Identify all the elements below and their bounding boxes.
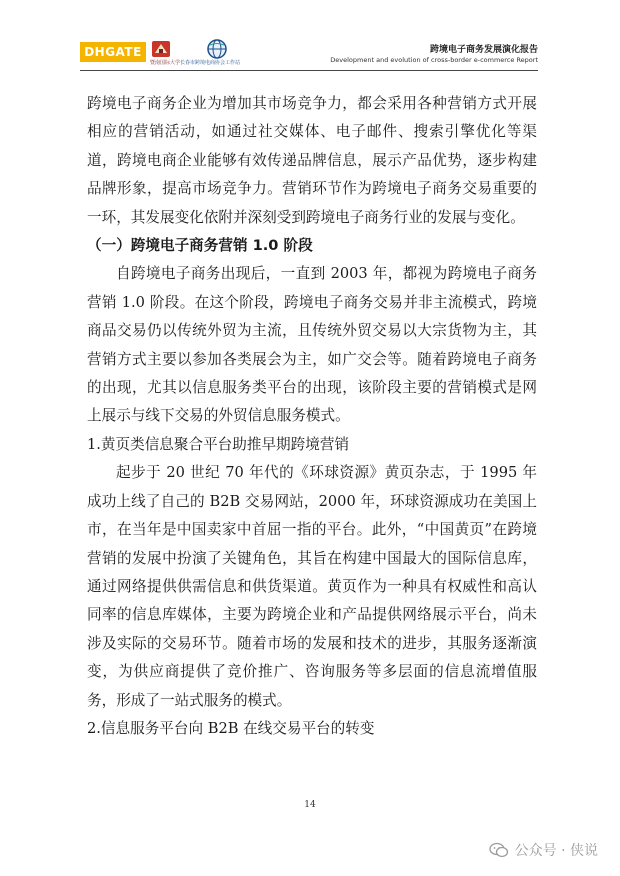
university-emblem-icon xyxy=(150,38,172,60)
page-header xyxy=(0,0,620,78)
section-paragraph: 自跨境电子商务出现后，一直到 2003 年，都视为跨境电子商务营销 1.0 阶段。在这个阶段，跨境电子商务交易并非主流模式，跨境商品交易仍以传统外贸为主流，且传统外贸交易以大宗货物为主，其营销方式主要以参加各类展会为主，如广交会等。随着跨境电子商务的出现，尤其以信息服务类平台的出现，该阶段主要的营销模式是网上展示与线下交易的外贸信息服务模式。 xyxy=(87,265,537,425)
sub-heading-1: 1.黄页类信息聚合平台助推早期跨境营销 xyxy=(87,435,350,453)
wechat-icon xyxy=(489,842,509,858)
sub-heading-2: 2.信息服务平台向 B2B 在线交易平台的转变 xyxy=(87,719,375,737)
page-number: 14 xyxy=(304,800,316,810)
university-name: 暨南国际大学 xyxy=(150,60,181,66)
page-content xyxy=(87,90,537,743)
sub-paragraph-1: 起步于 20 世纪 70 年代的《环球资源》黄页杂志，于 1995 年成功上线了自己的 B2B 交易网站，2000 年，环球资源成功在美国上市，在当年是中国卖家中首屈一指的平台。此外，“中国黄页”在跨境营销的发展中扮演了关键角色，其旨在构建中国最大的国际信息库，通过网络提供供需信息和供货渠道。黄页作为一种具有权威性和高认同率的信息库媒体，主要为跨境企业和产品提供网络展示平台，尚未涉及实际的交易环节。随着市场的发展和技术的进步，其服务逐渐演变，为供应商提供了竞价推广、咨询服务等多层面的信息流增值服务，形成了一站式服务的模式。 xyxy=(87,464,537,709)
header-divider xyxy=(80,70,538,71)
association-name: 长春市跨境电商协会工作站 xyxy=(180,60,241,66)
dhgate-logo: DHGATE xyxy=(80,42,146,62)
watermark-text: 公众号 · 侠说 xyxy=(514,843,598,859)
section-heading: （一）跨境电子商务营销 1.0 阶段 xyxy=(87,237,313,255)
report-subtitle: Development and evolution of cross-border e-commerce Report xyxy=(330,56,538,64)
globe-logo-icon xyxy=(206,38,228,60)
intro-paragraph: 跨境电子商务企业为增加其市场竞争力，都会采用各种营销方式开展相应的营销活动，如通过社交媒体、电子邮件、搜索引擎优化等渠道，跨境电商企业能够有效传递品牌信息，展示产品优势，逐步构建品牌形象，提高市场竞争力。营销环节作为跨境电子商务交易重要的一环，其发展变化依附并深刻受到跨境电子商务行业的发展与变化。 xyxy=(87,95,537,226)
report-title: 跨境电子商务发展演化报告 xyxy=(429,45,538,55)
watermark xyxy=(489,840,598,860)
